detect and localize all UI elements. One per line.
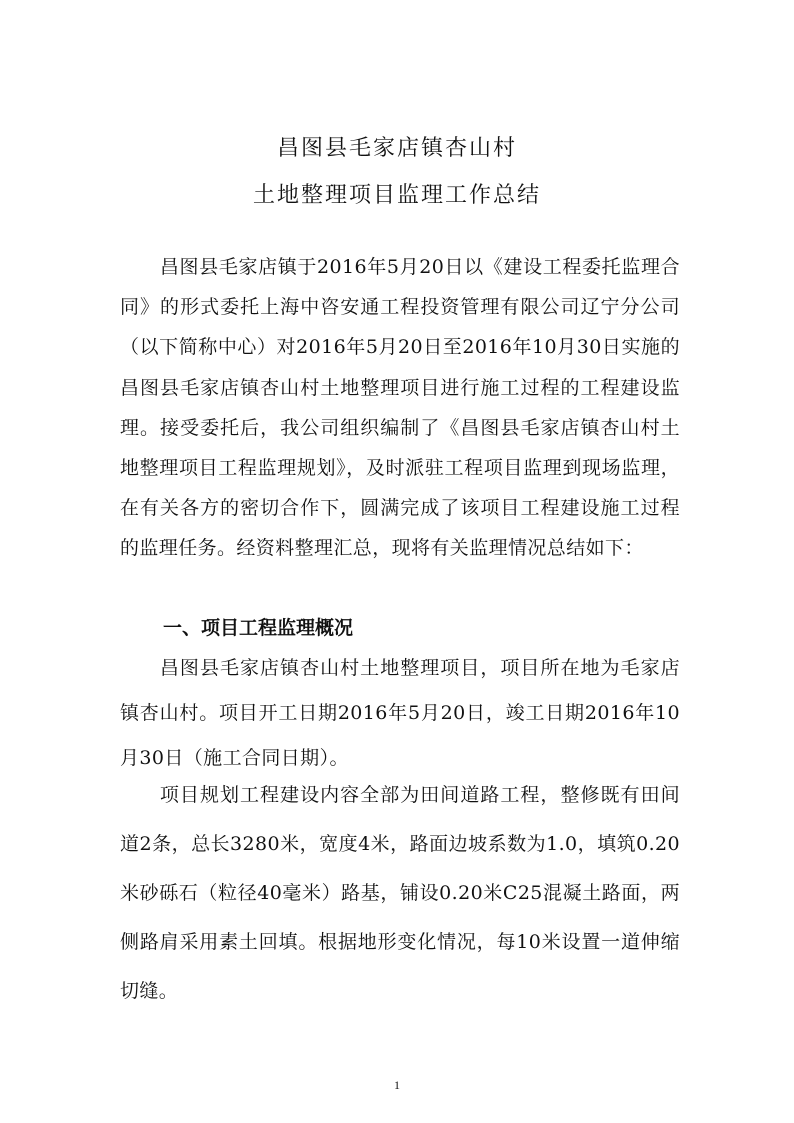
document-title-line-1: 昌图县毛家店镇杏山村 <box>276 136 517 161</box>
page-number: 1 <box>394 1078 400 1092</box>
overview-paragraph-scope: 项目规划工程建设内容全部为田间道路工程，整修既有田间道2条，总长3280米，宽度4米，路面边坡系数为1.0，填筑0.20米砂砾石（粒径40毫米）路基，铺设0.20米C25混凝土路面，两侧路肩采用素土回填。根据地形变化情况，每10米设置一道伸缩切缝。 <box>120 784 680 1002</box>
section-heading-overview: 一、项目工程监理概况 <box>163 617 354 639</box>
intro-paragraph: 昌图县毛家店镇于2016年5月20日以《建设工程委托监理合同》的形式委托上海中咨安通工程投资管理有限公司辽宁分公司（以下简称中心）对2016年5月20日至2016年10月30日实施的昌图县毛家店镇杏山村土地整理项目进行施工过程的工程建设监理。接受委托后，我公司组织编制了《昌图县毛家店镇杏山村土地整理项目工程监理规划》，及时派驻工程项目监理到现场监理，在有关各方的密切合作下，圆满完成了该项目工程建设施工过程的监理任务。经资料整理汇总，现将有关监理情况总结如下： <box>120 256 680 560</box>
overview-paragraph-location: 昌图县毛家店镇杏山村土地整理项目，项目所在地为毛家店镇杏山村。项目开工日期2016年5月20日，竣工日期2016年10月30日（施工合同日期）。 <box>120 657 680 769</box>
document-title-line-2: 土地整理项目监理工作总结 <box>252 183 541 208</box>
